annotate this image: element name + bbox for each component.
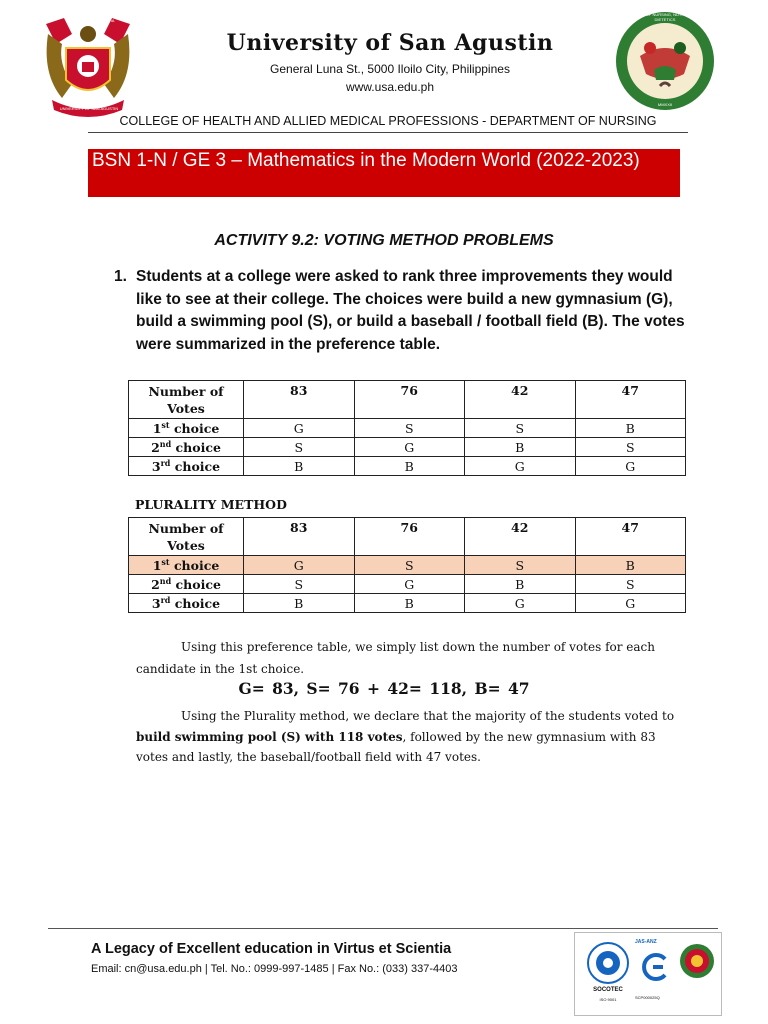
college-seal-text: COLLEGE OF NURSING, NUTRITION AND DIETETICS bbox=[625, 12, 705, 22]
college-seal bbox=[614, 10, 716, 112]
college-seal-year: MMXXII bbox=[657, 102, 673, 107]
votes-cell: 47 bbox=[575, 518, 686, 556]
votes-cell: 83 bbox=[244, 381, 355, 419]
conclusion-highlight: build swimming pool (S) with 118 votes bbox=[136, 729, 403, 744]
college-department-line: COLLEGE OF HEALTH AND ALLIED MEDICAL PROFESSIONS - DEPARTMENT OF NURSING bbox=[119, 114, 657, 128]
preference-table bbox=[128, 380, 686, 476]
votes-cell: 76 bbox=[354, 518, 465, 556]
vote-totals-equation: G= 83, S= 76 + 42= 118, B= 47 bbox=[238, 679, 530, 698]
plurality-heading: PLURALITY METHOD bbox=[135, 497, 287, 512]
university-website[interactable]: www.usa.edu.ph bbox=[345, 80, 435, 94]
plurality-table bbox=[128, 517, 686, 613]
votes-cell: 83 bbox=[244, 518, 355, 556]
footer-contact: Email: cn@usa.edu.ph | Tel. No.: 0999-997-1485 | Fax No.: (033) 337-4403 bbox=[91, 963, 458, 975]
explanation-paragraph: Using this preference table, we simply list down the number of votes for each candidate in the 1st choice. bbox=[136, 640, 655, 676]
votes-cell: 42 bbox=[465, 518, 576, 556]
activity-title: ACTIVITY 9.2: VOTING METHOD PROBLEMS bbox=[214, 232, 554, 249]
table-cell: G bbox=[244, 419, 355, 438]
table-header-row bbox=[129, 381, 686, 419]
question-text: Students at a college were asked to rank three improvements they would like to see at their college. The choices were build a new gymnasium (G), build a swimming pool (S), or build a baseball / football field (B). The votes were summarized in the preference table. bbox=[136, 268, 685, 353]
table-cell: S bbox=[465, 419, 576, 438]
footer-motto: A Legacy of Excellent education in Virtus et Scientia bbox=[91, 941, 452, 957]
table-header-row bbox=[129, 518, 686, 556]
table-cell: S bbox=[244, 438, 355, 457]
table-cell: G bbox=[575, 457, 686, 476]
row-label: 2nd choice bbox=[129, 575, 244, 594]
row-label: 1st choice bbox=[129, 556, 244, 575]
jas-anz-sub: SCP000025Q bbox=[635, 995, 660, 1000]
socotec-sub: ISO 9001 bbox=[599, 997, 617, 1002]
table-row bbox=[129, 419, 686, 438]
university-seal bbox=[42, 14, 134, 120]
highlighted-row bbox=[129, 556, 686, 575]
course-banner: BSN 1-N / GE 3 – Mathematics in the Modern World (2022-2023) bbox=[88, 149, 680, 197]
table-cell: B bbox=[575, 556, 686, 575]
university-name: University of San Agustin bbox=[226, 30, 554, 56]
table-cell: B bbox=[354, 457, 465, 476]
row-label: 3rd choice bbox=[129, 457, 244, 476]
socotec-logo bbox=[583, 941, 633, 1007]
table-cell: S bbox=[465, 556, 576, 575]
table-cell: G bbox=[465, 457, 576, 476]
conclusion-text: Using the Plurality method, we declare that the majority of the students voted to bbox=[181, 709, 675, 723]
question-number: 1. bbox=[114, 268, 127, 285]
seal-text-scientia: SCIENTIA bbox=[96, 18, 115, 23]
footer-divider bbox=[48, 928, 718, 929]
conclusion-text-end: , followed by the new gymnasium with 83 votes and lastly, the baseball/football field with 47 votes. bbox=[136, 729, 656, 764]
conclusion-paragraph bbox=[136, 706, 684, 768]
table-cell: S bbox=[575, 438, 686, 457]
jas-anz-logo bbox=[635, 939, 675, 1009]
votes-cell: 42 bbox=[465, 381, 576, 419]
table-cell: B bbox=[465, 438, 576, 457]
table-row bbox=[129, 594, 686, 613]
votes-cell: 47 bbox=[575, 381, 686, 419]
table-row bbox=[129, 575, 686, 594]
table-cell: S bbox=[575, 575, 686, 594]
table-cell: G bbox=[465, 594, 576, 613]
table-cell: G bbox=[244, 556, 355, 575]
seal-text-virtus: VIRTUS bbox=[66, 18, 81, 23]
university-address: General Luna St., 5000 Iloilo City, Philippines bbox=[270, 62, 510, 76]
table-cell: B bbox=[354, 594, 465, 613]
jas-anz-label: JAS-ANZ bbox=[635, 939, 657, 945]
table-cell: G bbox=[354, 438, 465, 457]
seal-text-university: UNIVERSITY OF SAN AGUSTIN bbox=[59, 106, 119, 111]
table-cell: G bbox=[575, 594, 686, 613]
table-cell: B bbox=[244, 457, 355, 476]
header-divider bbox=[88, 132, 688, 133]
votes-header: Number of Votes bbox=[129, 381, 244, 419]
table-row bbox=[129, 438, 686, 457]
votes-header: Number of Votes bbox=[129, 518, 244, 556]
table-cell: B bbox=[465, 575, 576, 594]
table-cell: S bbox=[354, 556, 465, 575]
row-label: 3rd choice bbox=[129, 594, 244, 613]
votes-cell: 76 bbox=[354, 381, 465, 419]
socotec-label: SOCOTEC bbox=[593, 987, 623, 993]
table-cell: B bbox=[575, 419, 686, 438]
table-cell: S bbox=[244, 575, 355, 594]
table-cell: B bbox=[244, 594, 355, 613]
footer-college-seal bbox=[679, 943, 715, 979]
certification-logos bbox=[574, 932, 722, 1016]
table-cell: S bbox=[354, 419, 465, 438]
table-row bbox=[129, 457, 686, 476]
table-cell: G bbox=[354, 575, 465, 594]
row-label: 1st choice bbox=[129, 419, 244, 438]
row-label: 2nd choice bbox=[129, 438, 244, 457]
